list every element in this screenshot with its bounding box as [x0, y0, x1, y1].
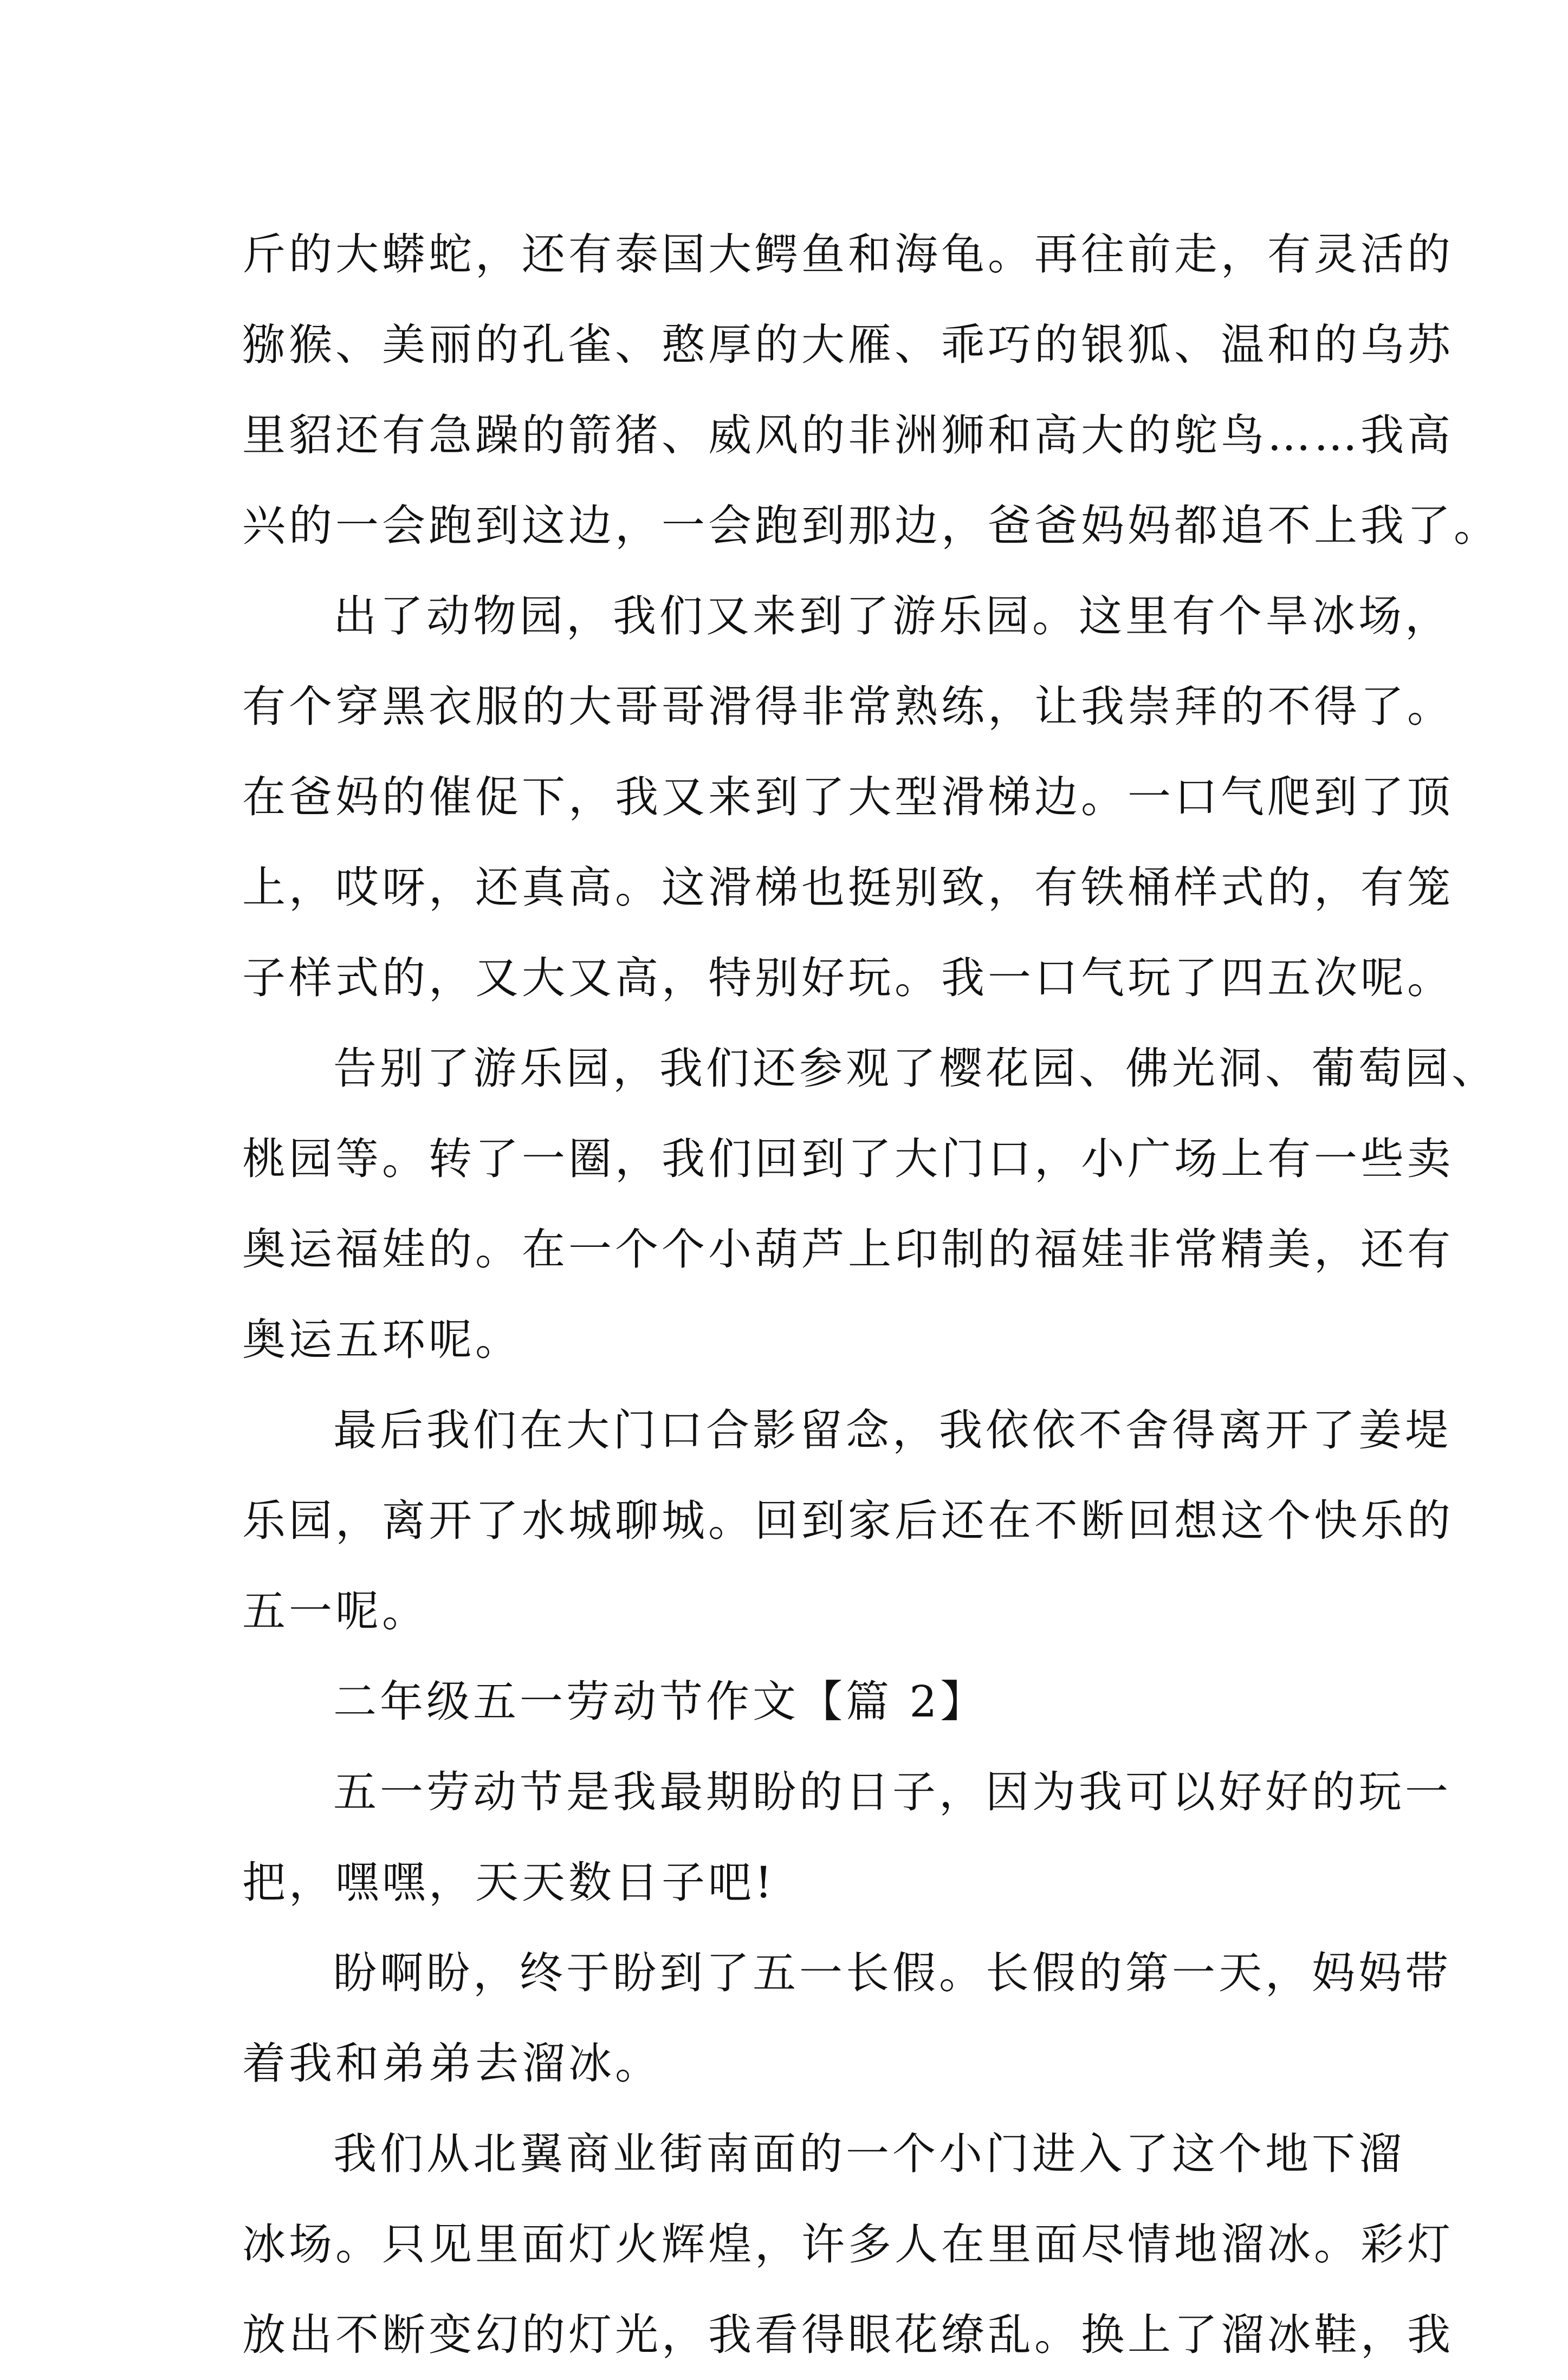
text-line: 兴的一会跑到这边，一会跑到那边，爸爸妈妈都追不上我了。 [242, 500, 1500, 551]
text-line: 放出不断变幻的灯光，我看得眼花缭乱。换上了溜冰鞋，我 [242, 2310, 1454, 2360]
text-line: 冰场。只见里面灯火辉煌，许多人在里面尽情地溜冰。彩灯 [242, 2219, 1454, 2270]
section-heading: 二年级五一劳动节作文【篇 2】 [333, 1676, 987, 1727]
text-line: 奥运五环呢。 [242, 1315, 522, 1365]
text-line: 着我和弟弟去溜冰。 [242, 2038, 662, 2089]
text-line: 在爸妈的催促下，我又来到了大型滑梯边。一口气爬到了顶 [242, 772, 1454, 822]
text-line: 有个穿黑衣服的大哥哥滑得非常熟练，让我崇拜的不得了。 [242, 681, 1454, 732]
text-line: 子样式的，又大又高，特别好玩。我一口气玩了四五次呢。 [242, 953, 1454, 1003]
paragraph-start-line: 我们从北翼商业街南面的一个小门进入了这个地下溜 [333, 2129, 1405, 2179]
text-line: 乐园，离开了水城聊城。回到家后还在不断回想这个快乐的 [242, 1495, 1454, 1546]
text-line: 把，嘿嘿，天天数日子吧! [242, 1857, 776, 1908]
text-line: 五一呢。 [242, 1586, 429, 1636]
paragraph-start-line: 出了动物园，我们又来到了游乐园。这里有个旱冰场， [333, 591, 1452, 641]
text-line: 上，哎呀，还真高。这滑梯也挺别致，有铁桶样式的，有笼 [242, 862, 1454, 913]
text-line: 猕猴、美丽的孔雀、憨厚的大雁、乖巧的银狐、温和的乌苏 [242, 320, 1454, 370]
paragraph-start-line: 最后我们在大门口合影留念，我依依不舍得离开了姜堤 [333, 1405, 1452, 1455]
paragraph-start-line: 盼啊盼，终于盼到了五一长假。长假的第一天，妈妈带 [333, 1948, 1452, 1998]
paragraph-start-line: 告别了游乐园，我们还参观了樱花园、佛光洞、葡萄园、 [333, 1043, 1498, 1094]
text-line: 里貂还有急躁的箭猪、威风的非洲狮和高大的鸵鸟……我高 [242, 410, 1454, 460]
text-line: 奥运福娃的。在一个个小葫芦上印制的福娃非常精美，还有 [242, 1224, 1454, 1274]
text-line: 斤的大蟒蛇，还有泰国大鳄鱼和海龟。再往前走，有灵活的 [242, 229, 1454, 279]
text-line: 桃园等。转了一圈，我们回到了大门口，小广场上有一些卖 [242, 1134, 1454, 1184]
paragraph-start-line: 五一劳动节是我最期盼的日子，因为我可以好好的玩一 [333, 1767, 1452, 1817]
document-body [242, 209, 1500, 2380]
